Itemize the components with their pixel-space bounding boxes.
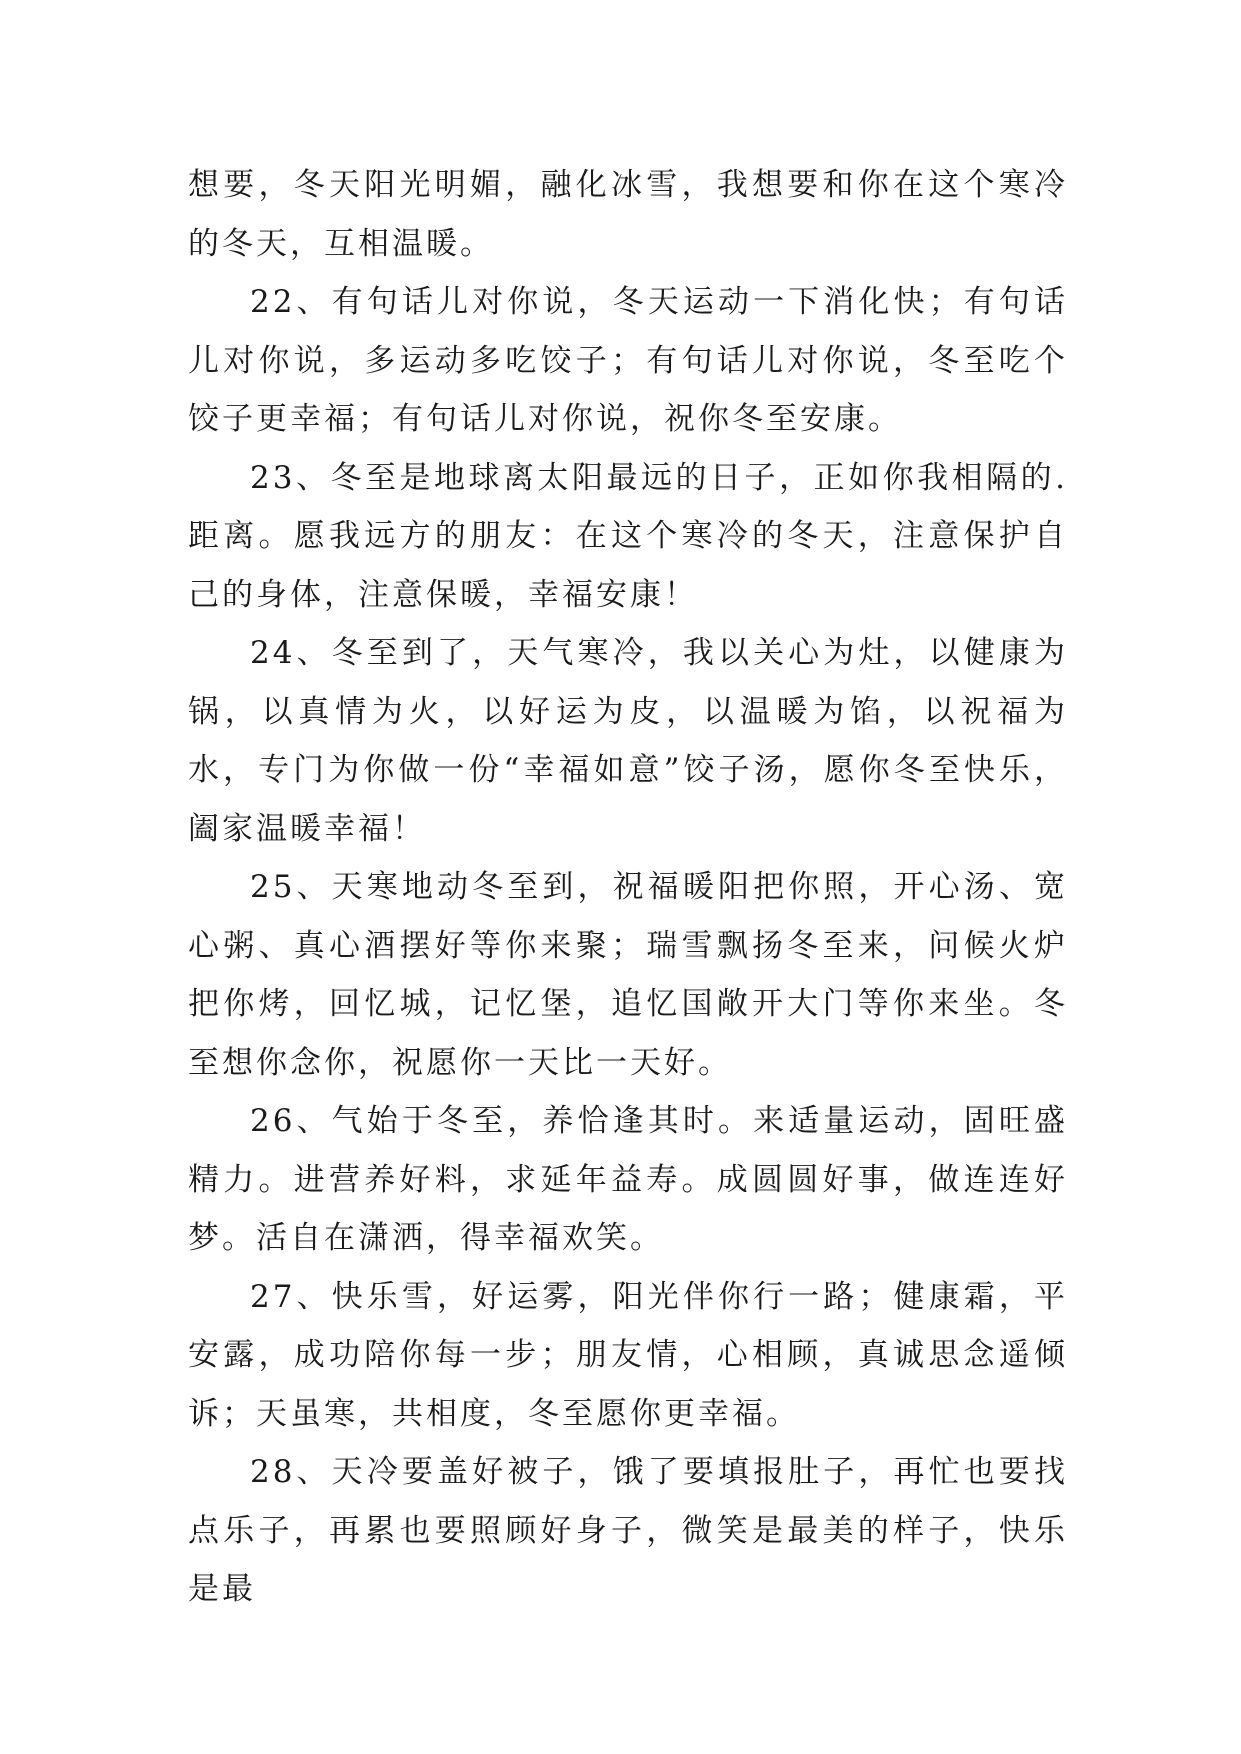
paragraph-27: 27、快乐雪，好运雾，阳光伴你行一路；健康霜，平安露，成功陪你每一步；朋友情，心相顾，真诚思念遥倾诉；天虽寒，共相度，冬至愿你更幸福。: [188, 1278, 1068, 1432]
paragraph-28: 28、天冷要盖好被子，饿了要填报肚子，再忙也要找点乐子，再累也要照顾好身子，微笑是最美的样子，快乐是最: [188, 1454, 1068, 1607]
paragraph-24: 24、冬至到了，天气寒冷，我以关心为灶，以健康为锅，以真情为火，以好运为皮，以温暖为馅，以祝福为水，专门为你做一份“幸福如意”饺子汤，愿你冬至快乐，阖家温暖幸福！: [188, 635, 1068, 847]
paragraph-continuation: 想要，冬天阳光明媚，融化冰雪，我想要和你在这个寒冷的冬天，互相温暖。: [188, 167, 1068, 262]
paragraph-26: 26、气始于冬至，养恰逢其时。来适量运动，固旺盛精力。进营养好料，求延年益寿。成圆圆好事，做连连好梦。活自在潇洒，得幸福欢笑。: [188, 1103, 1068, 1256]
document-body: [188, 156, 1068, 1619]
paragraph-22: 22、有句话儿对你说，冬天运动一下消化快；有句话儿对你说，多运动多吃饺子；有句话儿对你说，冬至吃个饺子更幸福；有句话儿对你说，祝你冬至安康。: [188, 284, 1068, 437]
paragraph-25: 25、天寒地动冬至到，祝福暖阳把你照，开心汤、宽心粥、真心酒摆好等你来聚；瑞雪飘扬冬至来，问候火炉把你烤，回忆城，记忆堡，追忆国敞开大门等你来坐。冬至想你念你，祝愿你一天比一天好。: [188, 869, 1068, 1081]
paragraph-23: 23、冬至是地球离太阳最远的日子，正如你我相隔的.距离。愿我远方的朋友：在这个寒冷的冬天，注意保护自己的身体，注意保暖，幸福安康！: [188, 459, 1068, 613]
